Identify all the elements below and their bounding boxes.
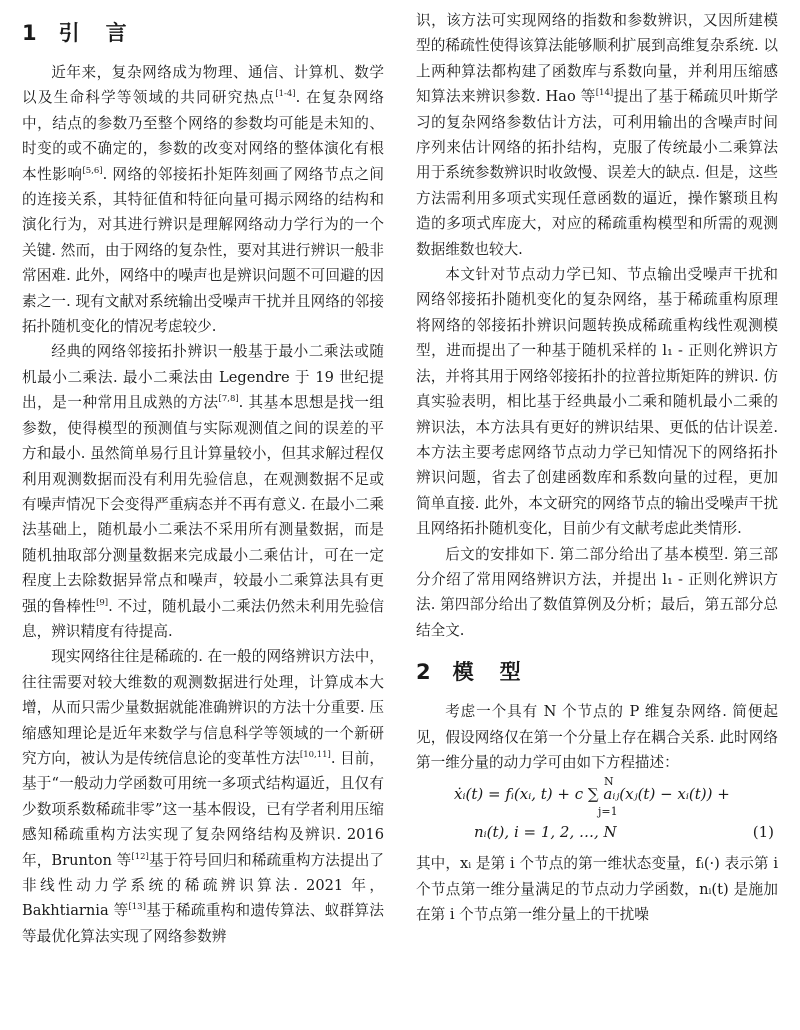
citation[interactable]: [10,11]	[299, 749, 331, 760]
left-column	[22, 8, 384, 949]
sum-lower-limit: j=1	[598, 805, 618, 819]
paragraph: 本文针对节点动力学已知、节点输出受噪声干扰和网络邻接拓扑随机变化的复杂网络，基于稀疏重构原理将网络的邻接拓扑辨识问题转换成稀疏重构线性观测模型，进而提出了一种基于随机采样的 l₁ - 正则化辨识方法，并将其用于网络邻接拓扑的拉普拉斯矩阵的辨识. 仿真实验表明，相比基于经典最小二乘和随机最小二乘的辨识法，本方法具有更好的辨识结果、更低的估计误差. 本方法主要考虑网络节点动力学已知情况下的网络拓扑辨识问题，省去了创建函数库和系数向量的过程，更加简单直接. 此外，本文研究的网络节点的输出受噪声干扰且网络拓扑随机变化，目前少有文献考虑此类情形.	[416, 266, 778, 538]
paragraph: 经典的网络邻接拓扑辨识一般基于最小二乘法或随机最小二乘法. 最小二乘法由 Legendre 于 19 世纪提出，是一种常用且成熟的方法[7,8]. 其基本思想是找一组参数，使得模型的预测值与实际观测值之间的误差的平方和最小. 虽然简单易行且计算量较小，但其求解过程仅利用观测数据而没有利用先验信息，在观测数据不足或有噪声情况下会变得严重病态并不再有意义. 在最小二乘法基础上，随机最小二乘法不采用所有测量数据，而是随机抽取部分测量数据来完成最小二乘估计，可在一定程度上去除数据异常点和噪声，较最小二乘算法具有更强的鲁棒性[9]. 不过，随机最小二乘法仍然未利用先验信息，辨识精度有待提高.	[22, 343, 384, 640]
equation-number: (1)	[752, 823, 774, 842]
citation[interactable]: [14]	[595, 88, 614, 99]
section-title-char: 型	[499, 660, 521, 685]
citation[interactable]: [9]	[96, 597, 109, 608]
equation-1	[416, 775, 778, 851]
sum-upper-limit: N	[604, 775, 614, 789]
citation[interactable]: [13]	[128, 902, 146, 913]
citation[interactable]: [12]	[131, 851, 149, 862]
paragraph-continued: 识，该方法可实现网络的指数和参数辨识，又因所建模型的稀疏性使得该算法能够顺利扩展到高维复杂系统. 以上两种算法都构建了函数库与系数向量，并利用压缩感知算法来辨识参数. Hao 等[14]提出了基于稀疏贝叶斯学习的复杂网络参数估计方法，可利用输出的含噪声时间序列来估计网络的拓扑结构，克服了传统最小二乘算法用于系统参数辨识时收敛慢、误差大的缺点. 但是，这些方法需利用多项式实现任意函数的逼近，操作繁琐且构造的多项式库庞大，对应的稀疏重构模型和所需的观测数据维数也较大.	[416, 12, 778, 258]
paragraph: 后文的安排如下. 第二部分给出了基本模型. 第三部分介绍了常用网络辨识方法，并提出 l₁ - 正则化辨识方法. 第四部分给出了数值算例及分析；最后，第五部分总结全文.	[416, 545, 778, 639]
paragraph: 现实网络往往是稀疏的. 在一般的网络辨识方法中，往往需要对较大维数的观测数据进行处理，计算成本大增，从而只需少量数据就能准确辨识的方法十分重要. 压缩感知理论是近年来数学与信息科学等领域的一个新研究方向，被认为是传统信息论的变革性方法[10,11]. 目前，基于“一般动力学函数可用统一多项式结构逼近，且仅有少数项系数稀疏非零”这一基本假设，已有学者利用压缩感知稀疏重构方法实现了复杂网络结构及辨识. 2016 年，Brunton 等[12]基于符号回归和稀疏重构方法提出了非线性动力学系统的稀疏辨识算法. 2021 年，Bakhtiarnia 等[13]基于稀疏重构和遗传算法、蚁群算法等最优化算法实现了网络参数辨	[22, 648, 384, 945]
paragraph: 近年来，复杂网络成为物理、通信、计算机、数学以及生命科学等领域的共同研究热点[1-4]. 在复杂网络中，结点的参数乃至整个网络的参数均可能是未知的、时变的或不确定的，参数的改变对网络的整体演化有根本性影响[5,6]. 网络的邻接拓扑矩阵刻画了网络节点之间的连接关系，其特征值和特征向量可揭示网络的结构和演化行为，对其进行辨识是理解网络动力学行为的一个关键. 然而，由于网络的复杂性，要对其进行辨识一般非常困难. 此外，网络中的噪声也是辨识问题不可回避的因素之一. 现有文献对系统输出受噪声干扰并且网络的邻接拓扑随机变化的情况考虑较少.	[22, 64, 384, 336]
equation-line-1: ẋᵢ(t) = fᵢ(xᵢ, t) + c ∑ aᵢⱼ(xⱼ(t) − xᵢ(t)) +	[454, 785, 730, 804]
citation[interactable]: [5,6]	[82, 165, 103, 176]
section-title-char: 言	[105, 21, 127, 45]
section-heading-model	[416, 657, 778, 687]
section-number: 1	[22, 21, 37, 45]
citation[interactable]: [7,8]	[218, 394, 239, 405]
right-column	[416, 8, 778, 928]
paragraph: 其中，xᵢ 是第 i 个节点的第一维状态变量，fᵢ(·) 表示第 i 个节点第一维分量满足的节点动力学函数，nᵢ(t) 是施加在第 i 个节点第一维分量上的干扰噪	[416, 855, 778, 924]
section-number: 2	[416, 660, 431, 685]
citation[interactable]: [1-4]	[275, 89, 296, 100]
equation-line-2: nᵢ(t), i = 1, 2, …, N	[474, 823, 617, 842]
paragraph: 考虑一个具有 N 个节点的 P 维复杂网络. 简便起见，假设网络仅在第一个分量上存在耦合关系. 此时网络第一维分量的动力学可由如下方程描述：	[416, 703, 778, 771]
section-heading-introduction	[22, 18, 384, 48]
section-title-char: 模	[452, 660, 474, 685]
section-title-char: 引	[58, 21, 80, 45]
